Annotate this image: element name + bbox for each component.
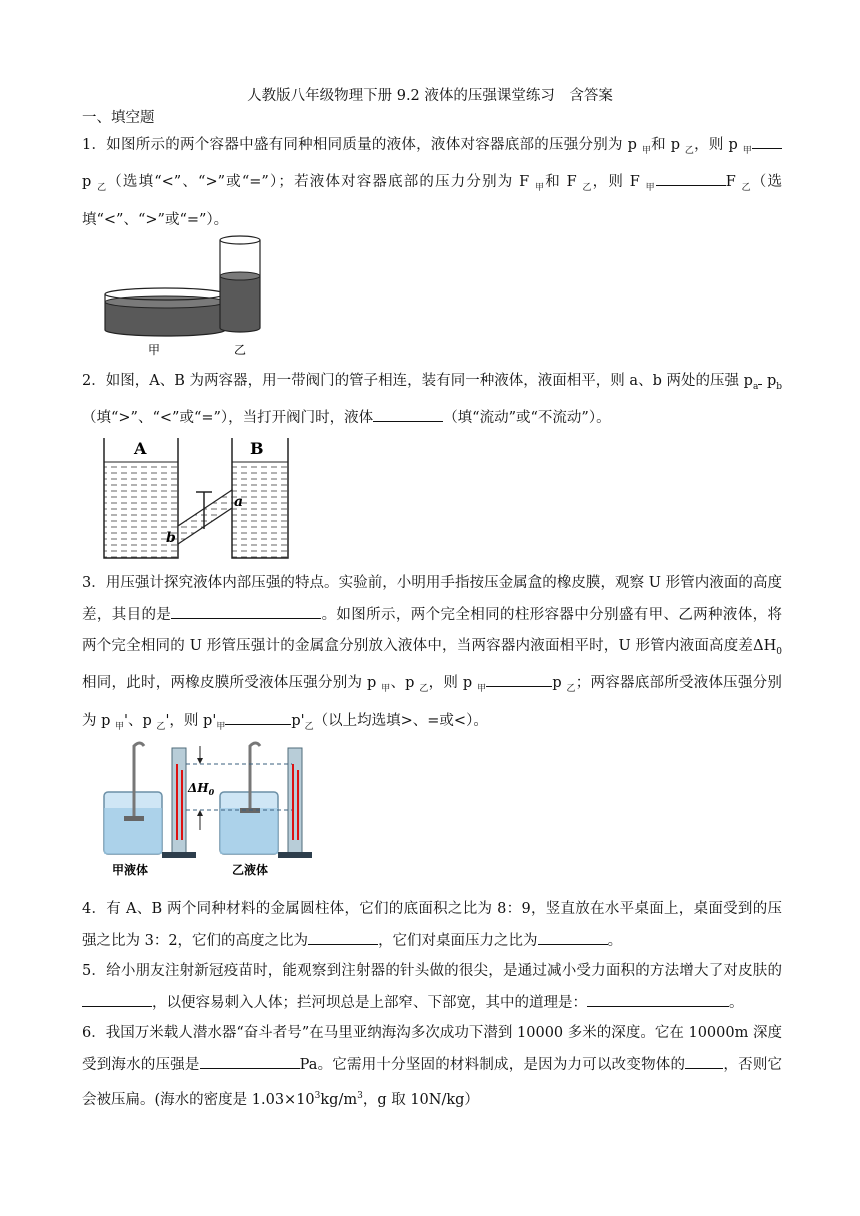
q2-text: （填“>”、“<”或“=”），当打开阀门时，液体 (82, 410, 374, 427)
point-b-label: b (166, 530, 176, 546)
q5-text: 。 (729, 994, 744, 1011)
question-4 (82, 894, 782, 957)
q6-text: kg/m (320, 1091, 358, 1108)
sub-jia: 甲 (115, 721, 125, 732)
q1-text: ，则 p (694, 137, 743, 153)
q3-text: 。如图所示，两个完全相同的柱形容器中分别盛有甲、乙两种液体，将两个完全相同的 U 形管压强计的金属盒分别放入液体中，当两容器内液面相平时，U 形管内液面高度差ΔH (82, 606, 783, 654)
answer-blank[interactable] (538, 928, 608, 945)
sub-yi: 乙 (741, 183, 752, 194)
q3-text: 相同，此时，两橡皮膜所受液体压强分别为 p (82, 675, 382, 692)
sub-b: b (776, 381, 783, 392)
sub-jia: 甲 (645, 183, 656, 194)
question-1 (82, 130, 782, 236)
section-heading: 一、填空题 (82, 110, 155, 126)
sub-yi: 乙 (566, 684, 576, 695)
sub-jia: 甲 (381, 684, 391, 695)
q4-text: ，它们对桌面压力之比为 (378, 932, 538, 949)
container-b-label: B (250, 439, 264, 458)
question-3 (82, 568, 782, 743)
figure-2-connected-containers (100, 434, 296, 564)
answer-blank[interactable] (685, 1052, 723, 1069)
sub-yi: 乙 (582, 183, 593, 194)
liquid-yi (220, 276, 260, 328)
answer-blank[interactable] (308, 928, 378, 945)
gauge-setup-yi (220, 743, 312, 858)
point-a-label: a (234, 494, 244, 510)
q4-text: 。 (607, 932, 623, 949)
sup-3: 3 (357, 1091, 363, 1101)
container-a-label: A (134, 439, 147, 458)
answer-blank[interactable] (587, 990, 729, 1007)
figure-1-label-left: 甲 (148, 343, 161, 357)
answer-blank[interactable] (758, 368, 762, 385)
q3-text: '、p (124, 712, 157, 729)
caption-yi-liquid: 乙液体 (232, 863, 269, 877)
q2-text: p (766, 373, 777, 389)
sub-jia: 甲 (641, 145, 652, 156)
q1-text: ，则 F (592, 174, 646, 191)
figure-1-label-right: 乙 (234, 343, 247, 357)
figure-3-pressure-gauges (100, 740, 320, 880)
sub-yi: 乙 (419, 684, 429, 695)
answer-blank[interactable] (82, 990, 152, 1007)
gauge-setup-jia (104, 743, 196, 858)
sub-a: a (752, 381, 759, 392)
sub-jia: 甲 (477, 684, 487, 695)
q1-text: F (725, 174, 742, 191)
sub-yi: 乙 (304, 721, 314, 732)
q1-text: 1．如图所示的两个容器中盛有同种相同质量的液体，液体对容器底部的压强分别为 p (82, 137, 642, 153)
caption-jia-liquid: 甲液体 (112, 863, 149, 877)
q1-text: （选填“<”、“>”或“=”）。 (82, 174, 782, 228)
q3-text: （以上均选填>、=或<）。 (313, 712, 488, 729)
q3-text: ，则 p (428, 675, 478, 692)
answer-blank[interactable] (200, 1052, 300, 1069)
q1-text: （选填“<”、“>”或“=”）；若液体对容器底部的压力分别为 F (107, 174, 536, 191)
q1-text: p (82, 174, 98, 191)
sub-zero: 0 (776, 646, 782, 657)
question-5 (82, 956, 782, 1019)
answer-blank[interactable] (656, 169, 726, 186)
q6-text: Pa。它需用十分坚固的材料制成，是因为力可以改变物体的 (299, 1056, 686, 1073)
sup-3: 3 (314, 1091, 321, 1101)
q2-text: 2．如图，A、B 为两容器，用一带阀门的管子相连，装有同一种液体，液面相平，则 a、b 两处的压强 p (82, 373, 753, 389)
q5-text: 5．给小朋友注射新冠疫苗时，能观察到注射器的针头做的很尖，是通过减小受力面积的方法增大了对皮肤的 (82, 963, 782, 979)
answer-blank[interactable] (373, 405, 443, 422)
q1-text: 和 p (651, 137, 685, 153)
sub-yi: 乙 (156, 721, 166, 732)
question-2 (82, 366, 782, 435)
answer-blank[interactable] (752, 132, 782, 149)
delta-h-label: $\Delta H_0$ (188, 781, 215, 797)
question-6 (82, 1018, 782, 1116)
q6-text: 6．我国万米载人潜水器“奋斗者号”在马里亚纳海沟多次成功下潜到 10000 多米的深度。它在 10000m 深度受到海水的压强是 (82, 1025, 782, 1073)
sub-jia: 甲 (216, 721, 226, 732)
liquid-surface-yi (220, 272, 260, 280)
container-rim-yi (220, 236, 260, 244)
figure-1-containers (100, 232, 300, 360)
q2-text: （填“流动”或“不流动”）。 (443, 410, 611, 427)
answer-blank[interactable] (486, 670, 552, 687)
connecting-pipe (178, 490, 232, 544)
q3-text: p (552, 675, 567, 692)
q3-text: 3．用压强计探究液体内部压强的特点。实验前，小明用手指按压金属盒的橡皮膜，观察 U 形管内液面的高度差，其目的是 (82, 575, 782, 623)
sub-yi: 乙 (97, 183, 108, 194)
q1-text: 和 F (545, 174, 583, 191)
answer-blank[interactable] (225, 708, 291, 725)
q3-text: ；两容器底部所受液体压强分别为 p (82, 675, 782, 729)
sub-yi: 乙 (684, 145, 695, 156)
answer-blank[interactable] (171, 602, 321, 619)
q5-text: ，以便容易刺入人体；拦河坝总是上部窄、下部宽，其中的道理是： (152, 994, 587, 1011)
container-b-liquid (232, 462, 288, 558)
q6-text: ，否则它会被压扁。(海水的密度是 1.03×10 (82, 1056, 783, 1108)
sub-jia: 甲 (742, 145, 752, 156)
sub-jia: 甲 (535, 183, 546, 194)
q3-text: p' (291, 712, 305, 729)
document-title: 人教版八年级物理下册 9.2 液体的压强课堂练习 含答案 (247, 88, 613, 104)
q6-text: ，g 取 10N/kg） (362, 1091, 479, 1108)
q3-text: '，则 p' (165, 712, 217, 729)
q3-text: 、p (390, 675, 420, 692)
q4-text: 4．有 A、B 两个同种材料的金属圆柱体，它们的底面积之比为 8：9，竖直放在水平桌面上，桌面受到的压强之比为 3：2，它们的高度之比为 (82, 901, 782, 949)
